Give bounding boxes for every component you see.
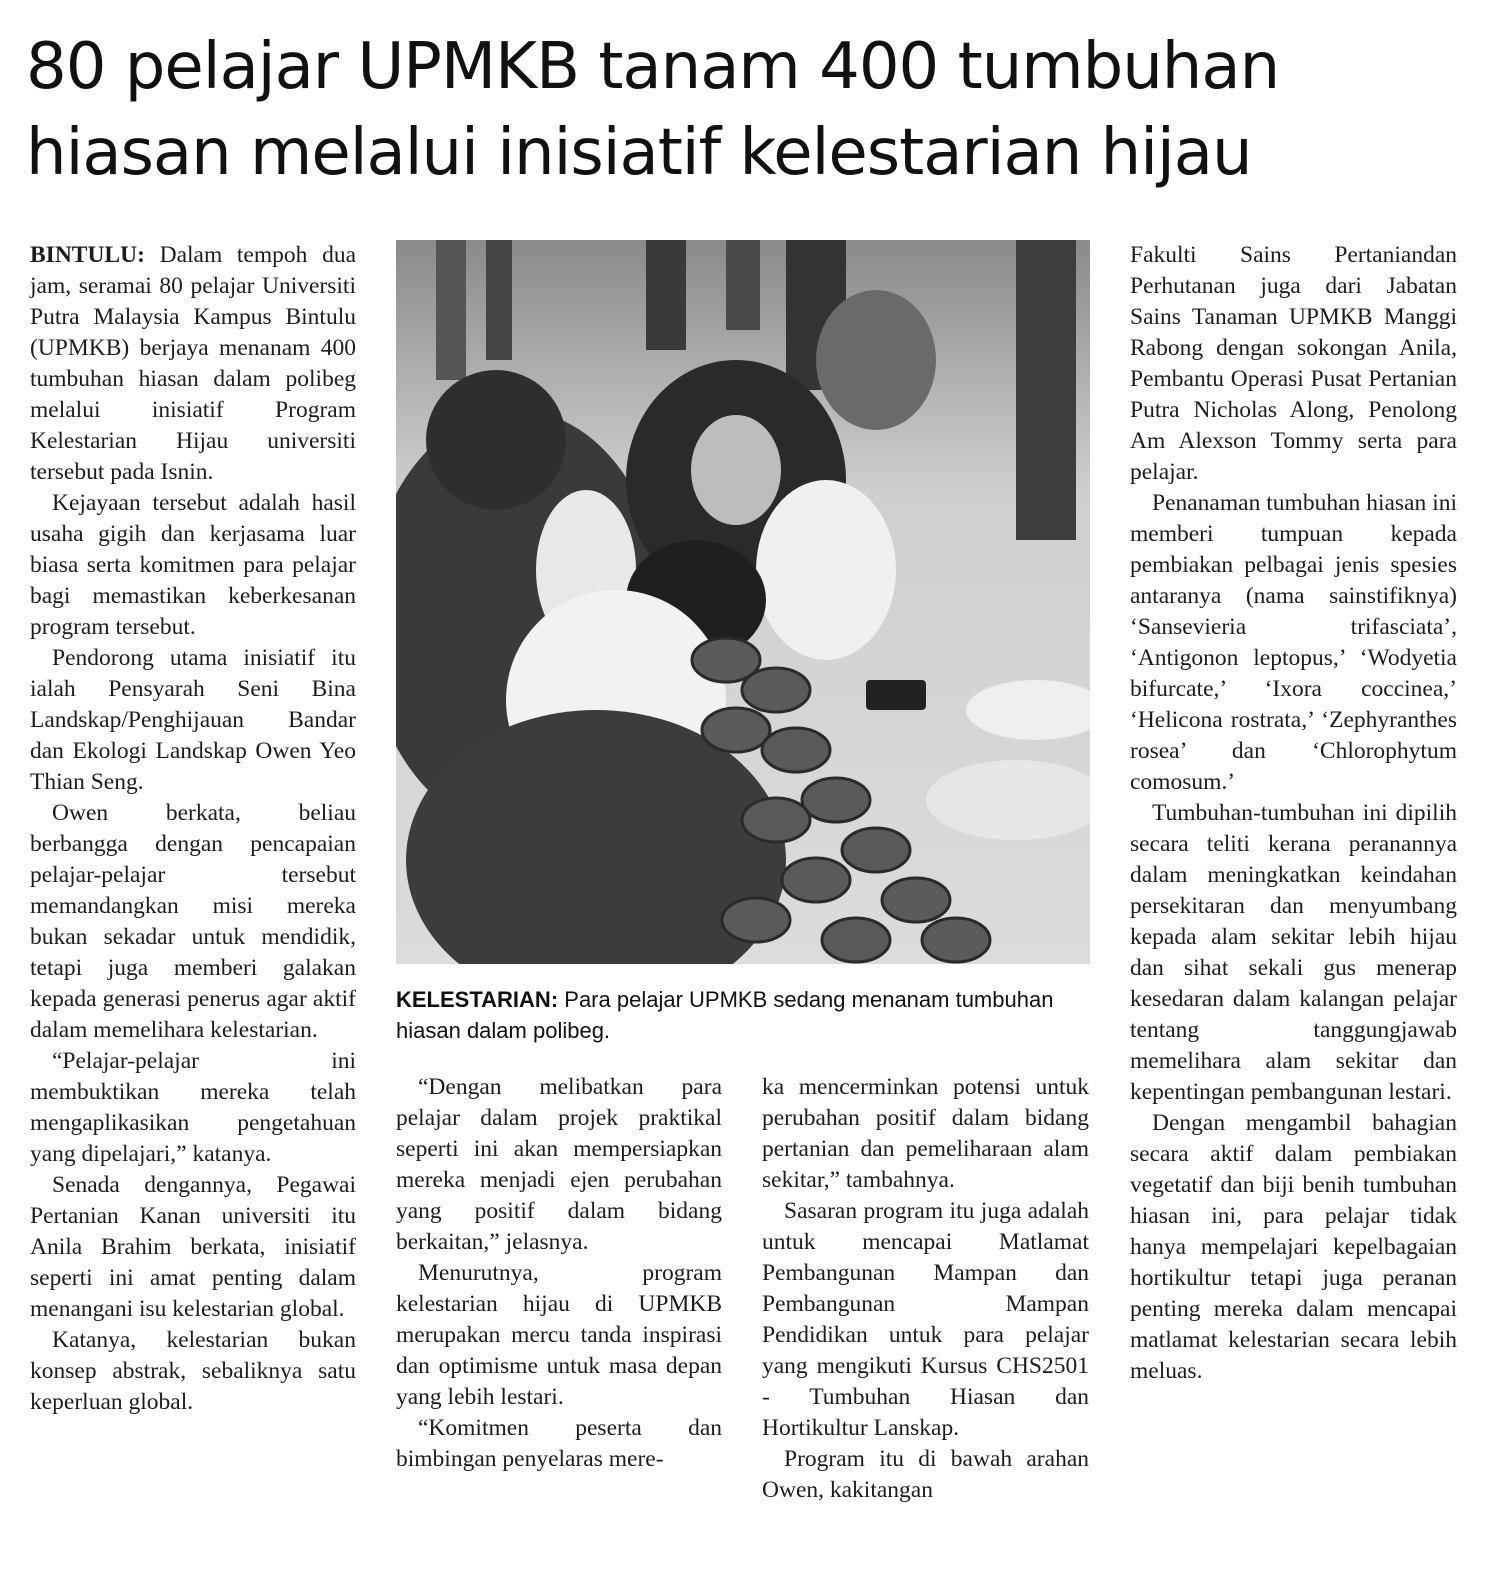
article-column-2 xyxy=(396,1072,722,1475)
article-column-4 xyxy=(1130,240,1457,1387)
paragraph: Tumbuhan-tumbuhan ini dipilih secara teliti kerana peranannya dalam meningkatkan keindahan persekitaran dan menyumbang kepada alam sekitar lebih hijau dan sihat sekali gus menerap kesedaran dalam kalangan pelajar tentang tanggungjawab memelihara alam sekitar dan kepentingan pembangunan lestari. xyxy=(1130,800,1457,1105)
paragraph: Pendorong utama inisiatif itu ialah Pensyarah Seni Bina Landskap/Penghijauan Bandar dan Ekologi Landskap Owen Yeo Thian Seng. xyxy=(30,645,356,795)
paragraph: BINTULU: Dalam tempoh dua jam, seramai 80 pelajar Universiti Putra Malaysia Kampus Bintulu (UPMKB) berjaya menanam 400 tumbuhan hiasan dalam polibeg melalui inisiatif Program Kelestarian Hijau universiti tersebut pada Isnin. xyxy=(30,242,356,485)
article-column-3 xyxy=(762,1072,1089,1506)
paragraph: ka mencerminkan potensi untuk perubahan positif dalam bidang pertanian dan pemeliharaan alam sekitar,” tambahnya. xyxy=(762,1074,1089,1193)
paragraph: “Komitmen peserta dan bimbingan penyelaras mere- xyxy=(396,1415,722,1472)
caption-tag: KELESTARIAN: xyxy=(396,987,559,1012)
paragraph: Katanya, kelestarian bukan konsep abstrak, sebaliknya satu keperluan global. xyxy=(30,1327,356,1415)
headline xyxy=(26,24,1476,196)
paragraph: Penanaman tumbuhan hiasan ini memberi tumpuan kepada pembiakan pelbagai jenis spesies antaranya (nama sainstifiknya) ‘Sansevieria trifasciata’, ‘Antigonon leptopus,’ ‘Wodyetia bifurcate,’ ‘Ixora coccinea,’ ‘Helicona rostrata,’ ‘Zephyranthes rosea’ dan ‘Chlorophytum comosum.’ xyxy=(1130,490,1457,795)
paragraph: Menurutnya, program kelestarian hijau di UPMKB merupakan mercu tanda inspirasi dan optimisme untuk masa depan yang lebih lestari. xyxy=(396,1260,722,1410)
paragraph: Fakulti Sains Pertaniandan Perhutanan juga dari Jabatan Sains Tanaman UPMKB Manggi Rabong dengan sokongan Anila, Pembantu Operasi Pusat Pertanian Putra Nicholas Along, Penolong Am Alexson Tommy serta para pelajar. xyxy=(1130,242,1457,485)
paragraph: “Pelajar-pelajar ini membuktikan mereka telah mengaplikasikan pengetahuan yang dipelajari,” katanya. xyxy=(30,1048,356,1167)
paragraph: Senada dengannya, Pegawai Pertanian Kanan universiti itu Anila Brahim berkata, inisiatif seperti ini amat penting dalam menangani isu kelestarian global. xyxy=(30,1172,356,1322)
paragraph: Sasaran program itu juga adalah untuk mencapai Matlamat Pembangunan Mampan dan Pembangunan Mampan Pendidikan untuk para pelajar yang mengikuti Kursus CHS2501 - Tumbuhan Hiasan dan Hortikultur Lanskap. xyxy=(762,1198,1089,1441)
photo-illustration xyxy=(396,240,1090,964)
news-photo xyxy=(396,240,1090,964)
dateline: BINTULU: xyxy=(30,242,145,268)
photo-caption xyxy=(396,984,1090,1046)
paragraph: Owen berkata, beliau berbangga dengan pencapaian pelajar-pelajar tersebut memandangkan misi mereka bukan sekadar untuk mendidik, tetapi juga memberi galakan kepada generasi penerus agar aktif dalam memelihara kelestarian. xyxy=(30,800,356,1043)
headline-line-1: 80 pelajar UPMKB tanam 400 tumbuhan xyxy=(26,30,1280,104)
article-column-1 xyxy=(30,240,356,1418)
headline-line-2: hiasan melalui inisiatif kelestarian hijau xyxy=(26,116,1252,190)
paragraph: Kejayaan tersebut adalah hasil usaha gigih dan kerjasama luar biasa serta komitmen para pelajar bagi memastikan keberkesanan program tersebut. xyxy=(30,490,356,640)
paragraph: Dengan mengambil bahagian secara aktif dalam pembiakan vegetatif dan biji benih tumbuhan hiasan ini, para pelajar tidak hanya mempelajari kepelbagaian hortikultur tetapi juga peranan penting mereka dalam mencapai matlamat kelestarian secara lebih meluas. xyxy=(1130,1110,1457,1384)
paragraph: Program itu di bawah arahan Owen, kakitangan xyxy=(762,1446,1089,1503)
caption-text: Para pelajar UPMKB sedang menanam tumbuhan hiasan dalam polibeg. xyxy=(396,987,1054,1043)
paragraph: “Dengan melibatkan para pelajar dalam projek praktikal seperti ini akan mempersiapkan mereka menjadi ejen perubahan yang positif dalam bidang berkaitan,” jelasnya. xyxy=(396,1074,722,1255)
